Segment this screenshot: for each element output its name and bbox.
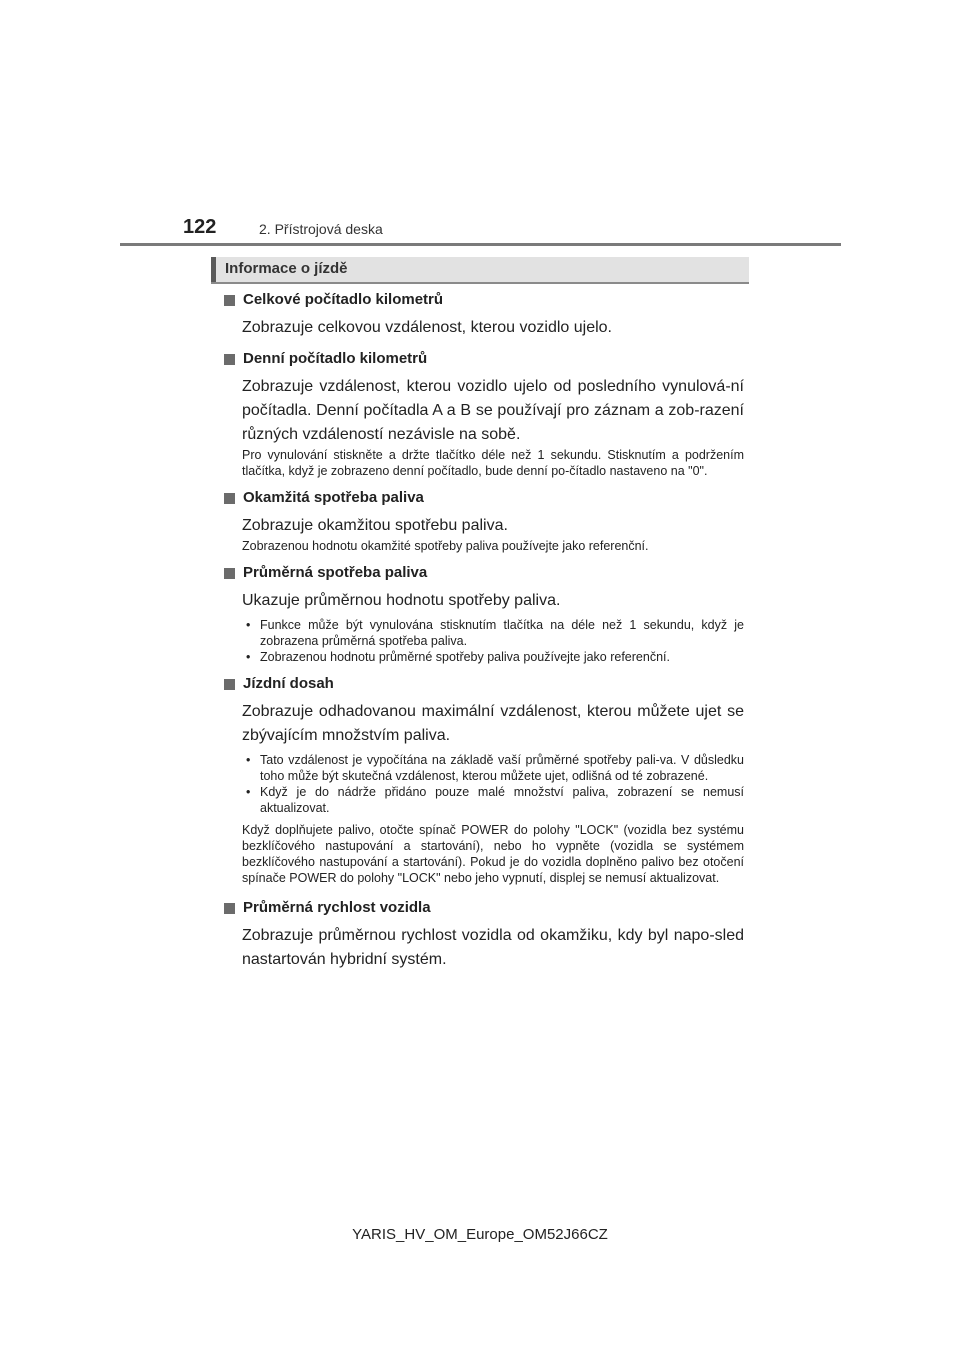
item-average-speed (224, 898, 744, 972)
item-average-fuel (224, 563, 744, 665)
bullet-list (242, 752, 744, 816)
item-description: Zobrazuje celkovou vzdálenost, kterou vozidlo ujelo. (242, 319, 612, 336)
bullet-dot-icon: • (246, 650, 251, 664)
header-rule (120, 243, 841, 246)
item-heading (224, 349, 744, 369)
item-note: Když doplňujete palivo, otočte spínač POWER do polohy "LOCK" (vozidla bez systému bezklíčového nastupování a startování), nebo ho vypněte (vozidla se systémem bezklíčového nastupování a startování). Pokud je do vozidla doplněno palivo bez otočení spínače POWER do polohy "LOCK" nebo jeho vypnutí, displej se nemusí aktualizovat. (242, 823, 744, 885)
bullet-dot-icon: • (246, 618, 251, 632)
page-number: 122 (183, 216, 217, 238)
list-item (242, 649, 744, 665)
item-heading-text: Celkové počítadlo kilometrů (243, 291, 444, 308)
item-heading (224, 290, 744, 310)
document-code: YARIS_HV_OM_Europe_OM52J66CZ (352, 1226, 608, 1243)
item-heading-text: Denní počítadlo kilometrů (243, 350, 428, 367)
item-heading (224, 563, 744, 583)
square-bullet-icon (224, 493, 235, 504)
section-accent (211, 257, 216, 282)
item-note: Zobrazenou hodnotu okamžité spotřeby paliva používejte jako referenční. (242, 539, 649, 553)
list-item (242, 784, 744, 816)
content (224, 290, 744, 972)
list-item (242, 752, 744, 784)
bullet-dot-icon: • (246, 785, 251, 799)
item-driving-range (224, 674, 744, 886)
item-description: Zobrazuje odhadovanou maximální vzdálenost, kterou můžete ujet se zbývajícím množstvím paliva. (242, 703, 744, 744)
section-title: Informace o jízdě (225, 260, 348, 277)
square-bullet-icon (224, 568, 235, 579)
bullet-dot-icon: • (246, 753, 251, 767)
list-item-text: Tato vzdálenost je vypočítána na základě vaší průměrné spotřeby pali-va. V důsledku toho může být skutečná vzdálenost, kterou můžete ujet, odlišná od té zobrazené. (260, 753, 744, 783)
item-description: Ukazuje průměrnou hodnotu spotřeby paliva. (242, 592, 561, 609)
bullet-list (242, 617, 744, 665)
item-description: Zobrazuje průměrnou rychlost vozidla od okamžiku, kdy byl napo-sled nastartován hybridní systém. (242, 927, 744, 968)
square-bullet-icon (224, 679, 235, 690)
list-item-text: Zobrazenou hodnotu průměrné spotřeby paliva používejte jako referenční. (260, 650, 670, 664)
square-bullet-icon (224, 295, 235, 306)
chapter-title: 2. Přístrojová deska (259, 221, 383, 237)
item-heading (224, 674, 744, 694)
item-trip-meter (224, 349, 744, 479)
item-heading (224, 898, 744, 918)
section-title-bar (211, 257, 749, 284)
item-description: Zobrazuje okamžitou spotřebu paliva. (242, 517, 508, 534)
item-heading-text: Průměrná spotřeba paliva (243, 564, 428, 581)
item-current-fuel (224, 488, 744, 554)
list-item-text: Když je do nádrže přidáno pouze malé množství paliva, zobrazení se nemusí aktualizovat. (260, 785, 744, 815)
list-item-text: Funkce může být vynulována stisknutím tlačítka na déle než 1 sekundu, když je zobrazena průměrná spotřeba paliva. (260, 618, 744, 648)
item-odometer (224, 290, 744, 340)
item-heading-text: Průměrná rychlost vozidla (243, 899, 431, 916)
square-bullet-icon (224, 354, 235, 365)
item-note: Pro vynulování stiskněte a držte tlačítko déle než 1 sekundu. Stisknutím a podržením tlačítka, když je zobrazeno denní počítadlo, bude denní po-čítadlo nastaveno na "0". (242, 448, 744, 478)
square-bullet-icon (224, 903, 235, 914)
item-description: Zobrazuje vzdálenost, kterou vozidlo ujelo od posledního vynulová-ní počítadla. Denní počítadla A a B se používají pro záznam a zob-razení různých vzdáleností nezávisle na sobě. (242, 378, 744, 443)
item-heading-text: Okamžitá spotřeba paliva (243, 489, 424, 506)
item-heading-text: Jízdní dosah (243, 675, 334, 692)
item-heading (224, 488, 744, 508)
list-item (242, 617, 744, 649)
